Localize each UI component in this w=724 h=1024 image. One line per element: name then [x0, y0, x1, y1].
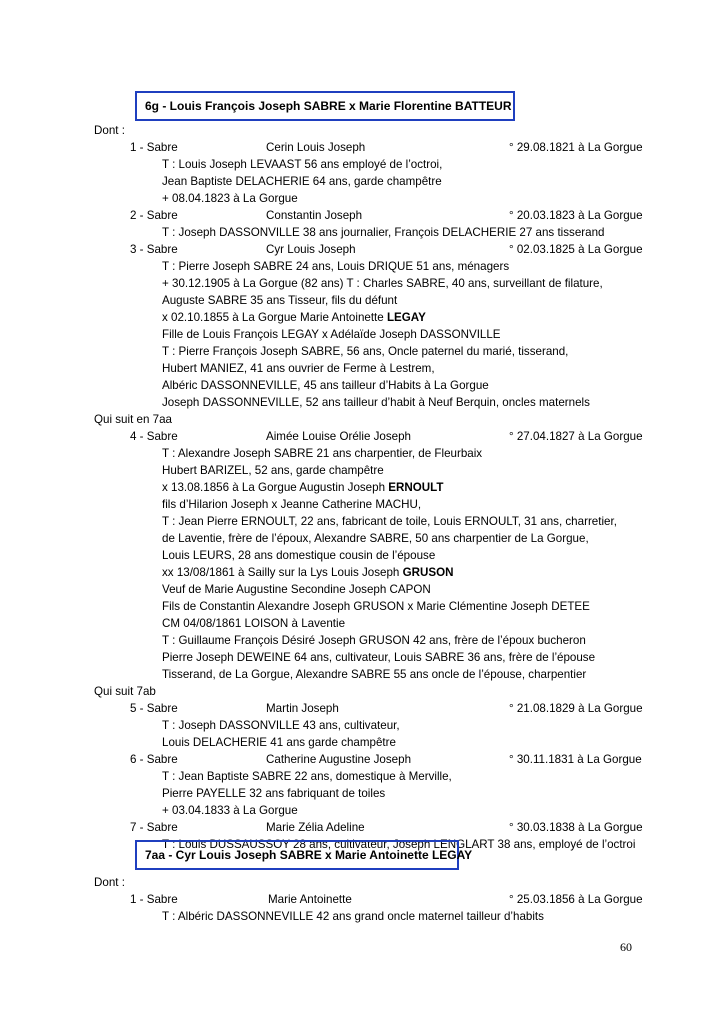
dont-label: Dont :	[94, 876, 125, 889]
dont-label: Dont :	[94, 124, 125, 137]
child-birth-date: ° 20.03.1823 à La Gorgue	[509, 209, 643, 222]
detail-line: Hubert BARIZEL, 52 ans, garde champêtre	[162, 464, 384, 477]
detail-line: Jean Baptiste DELACHERIE 64 ans, garde champêtre	[162, 175, 442, 188]
detail-line: Albéric DASSONNEVILLE, 45 ans tailleur d’Habits à La Gorgue	[162, 379, 489, 392]
detail-line: Fille de Louis François LEGAY x Adélaïde Joseph DASSONVILLE	[162, 328, 501, 341]
marriage-line	[162, 309, 426, 326]
child-number: 1 - Sabre	[130, 141, 178, 154]
detail-line: Pierre Joseph DEWEINE 64 ans, cultivateur, Louis SABRE 36 ans, frère de l’épouse	[162, 651, 596, 664]
child-name: Cerin Louis Joseph	[266, 141, 366, 154]
child-birth-date: ° 30.11.1831 à La Gorgue	[509, 753, 642, 766]
detail-line: T : Jean Pierre ERNOULT, 22 ans, fabricant de toile, Louis ERNOULT, 31 ans, charretier,	[162, 515, 617, 528]
child-birth-date: ° 30.03.1838 à La Gorgue	[509, 821, 643, 834]
marriage-text: x 02.10.1855 à La Gorgue Marie Antoinette	[162, 311, 387, 324]
detail-line: Louis LEURS, 28 ans domestique cousin de l’épouse	[162, 549, 436, 562]
child-birth-date: ° 27.04.1827 à La Gorgue	[509, 430, 643, 443]
section-title-6g: 6g - Louis François Joseph SABRE x Marie Florentine BATTEUR	[135, 91, 515, 121]
section-title-7aa: 7aa - Cyr Louis Joseph SABRE x Marie Antoinette LEGAY	[135, 840, 459, 870]
spouse-surname: ERNOULT	[388, 481, 444, 494]
detail-line: + 30.12.1905 à La Gorgue (82 ans) T : Charles SABRE, 40 ans, surveillant de filature,	[162, 277, 603, 290]
detail-line: T : Pierre François Joseph SABRE, 56 ans, Oncle paternel du marié, tisserand,	[162, 345, 569, 358]
marriage-text: xx 13/08/1861 à Sailly sur la Lys Louis Joseph	[162, 566, 403, 579]
child-number: 6 - Sabre	[130, 753, 178, 766]
page-number: 60	[620, 940, 632, 954]
child-number: 3 - Sabre	[130, 243, 178, 256]
detail-line: de Laventie, frère de l’époux, Alexandre SABRE, 50 ans charpentier de La Gorgue,	[162, 532, 589, 545]
child-birth-date: ° 25.03.1856 à La Gorgue	[509, 893, 643, 906]
detail-line: + 08.04.1823 à La Gorgue	[162, 192, 298, 205]
detail-line: T : Alexandre Joseph SABRE 21 ans charpentier, de Fleurbaix	[162, 447, 483, 460]
child-name: Constantin Joseph	[266, 209, 363, 222]
marriage-line	[162, 479, 443, 496]
child-name: Cyr Louis Joseph	[266, 243, 356, 256]
child-name: Martin Joseph	[266, 702, 339, 715]
child-name: Catherine Augustine Joseph	[266, 753, 412, 766]
detail-line: fils d’Hilarion Joseph x Jeanne Catherine MACHU,	[162, 498, 422, 511]
child-birth-date: ° 21.08.1829 à La Gorgue	[509, 702, 643, 715]
detail-line: T : Louis Joseph LEVAAST 56 ans employé de l’octroi,	[162, 158, 443, 171]
detail-line: Fils de Constantin Alexandre Joseph GRUSON x Marie Clémentine Joseph DETEE	[162, 600, 590, 613]
child-name: Aimée Louise Orélie Joseph	[266, 430, 412, 443]
detail-line: Veuf de Marie Augustine Secondine Joseph CAPON	[162, 583, 431, 596]
detail-line: T : Guillaume François Désiré Joseph GRUSON 42 ans, frère de l’époux bucheron	[162, 634, 586, 647]
detail-line: T : Joseph DASSONVILLE 38 ans journalier, François DELACHERIE 27 ans tisserand	[162, 226, 605, 239]
child-name: Marie Antoinette	[268, 893, 352, 906]
child-number: 2 - Sabre	[130, 209, 178, 222]
child-number: 4 - Sabre	[130, 430, 178, 443]
qui-suit-line: Qui suit 7ab	[94, 685, 156, 698]
spouse-surname: GRUSON	[402, 566, 454, 579]
detail-line: Joseph DASSONNEVILLE, 52 ans tailleur d’habit à Neuf Berquin, oncles maternels	[162, 396, 590, 409]
detail-line: Louis DELACHERIE 41 ans garde champêtre	[162, 736, 396, 749]
detail-line: Pierre PAYELLE 32 ans fabriquant de toiles	[162, 787, 386, 800]
marriage-text: x 13.08.1856 à La Gorgue Augustin Joseph	[162, 481, 389, 494]
detail-line: T : Albéric DASSONNEVILLE 42 ans grand oncle maternel tailleur d’habits	[162, 910, 544, 923]
child-birth-date: ° 29.08.1821 à La Gorgue	[509, 141, 643, 154]
detail-line: Hubert MANIEZ, 41 ans ouvrier de Ferme à Lestrem,	[162, 362, 435, 375]
detail-line: + 03.04.1833 à La Gorgue	[162, 804, 298, 817]
child-birth-date: ° 02.03.1825 à La Gorgue	[509, 243, 643, 256]
detail-line: T : Louis DUSSAUSSOY 28 ans, cultivateur, Joseph LENGLART 38 ans, employé de l’octroi	[162, 838, 636, 851]
detail-line: T : Pierre Joseph SABRE 24 ans, Louis DRIQUE 51 ans, ménagers	[162, 260, 510, 273]
qui-suit-line: Qui suit en 7aa	[94, 413, 172, 426]
child-number: 1 - Sabre	[130, 893, 178, 906]
marriage-line	[162, 564, 454, 581]
detail-line: Tisserand, de La Gorgue, Alexandre SABRE 55 ans oncle de l’épouse, charpentier	[162, 668, 587, 681]
detail-line: CM 04/08/1861 LOISON à Laventie	[162, 617, 346, 630]
detail-line: Auguste SABRE 35 ans Tisseur, fils du défunt	[162, 294, 398, 307]
detail-line: T : Jean Baptiste SABRE 22 ans, domestique à Merville,	[162, 770, 452, 783]
spouse-surname: LEGAY	[386, 311, 426, 324]
child-name: Marie Zélia Adeline	[266, 821, 365, 834]
child-number: 7 - Sabre	[130, 821, 178, 834]
detail-line: T : Joseph DASSONVILLE 43 ans, cultivateur,	[162, 719, 400, 732]
child-number: 5 - Sabre	[130, 702, 178, 715]
